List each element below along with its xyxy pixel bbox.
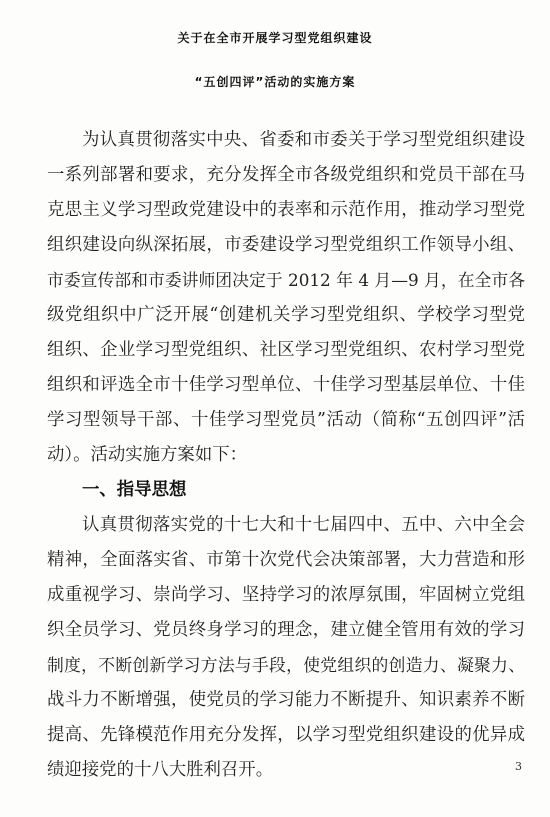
intro-line: 动）。活动实施方案如下： (47, 445, 247, 465)
intro-line: 克思主义学习型政党建设中的表率和示范作用，推动学习型党 (47, 200, 525, 220)
section-line: 织全员学习、党员终身学习的理念，建立健全管用有效的学习 (47, 620, 525, 640)
intro-line: 级党组织中广泛开展“创建机关学习型党组织、学校学习型党 (47, 305, 525, 325)
section-line: 绩迎接党的十八大胜利召开。 (47, 760, 274, 780)
intro-line: 市委宣传部和市委讲师团决定于 2012 年 4 月—9 月，在全市各 (47, 270, 525, 290)
intro-line: 学习型领导干部、十佳学习型党员”活动（简称“五创四评”活 (47, 410, 525, 430)
intro-line: 为认真贯彻落实中央、省委和市委关于学习型党组织建设 (82, 130, 525, 150)
page-number: 3 (515, 760, 522, 773)
section-line: 精神，全面落实省、市第十次党代会决策部署，大力营造和形 (47, 550, 525, 570)
section-line: 提高、先锋模范作用充分发挥，以学习型党组织建设的优异成 (47, 725, 525, 745)
section-line: 认真贯彻落实党的十七大和十七届四中、五中、六中全会 (82, 515, 525, 535)
intro-line: 组织建设向纵深拓展，市委建设学习型党组织工作领导小组、 (47, 235, 525, 255)
section-line: 制度，不断创新学习方法与手段，使党组织的创造力、凝聚力、 (47, 655, 525, 675)
section-line: 战斗力不断增强，使党员的学习能力不断提升、知识素养不断 (47, 690, 525, 710)
intro-line: 组织和评选全市十佳学习型单位、十佳学习型基层单位、十佳 (47, 375, 525, 395)
section-heading: 一、指导思想 (82, 480, 187, 500)
document-title-line-1: 关于在全市开展学习型党组织建设 (177, 31, 373, 45)
intro-line: 组织、企业学习型党组织、社区学习型党组织、农村学习型党 (47, 340, 525, 360)
intro-line: 一系列部署和要求，充分发挥全市各级党组织和党员干部在马 (47, 165, 525, 185)
section-line: 成重视学习、崇尚学习、坚持学习的浓厚氛围，牢固树立党组 (47, 585, 525, 605)
document-title-line-2: “五创四评”活动的实施方案 (194, 75, 356, 89)
